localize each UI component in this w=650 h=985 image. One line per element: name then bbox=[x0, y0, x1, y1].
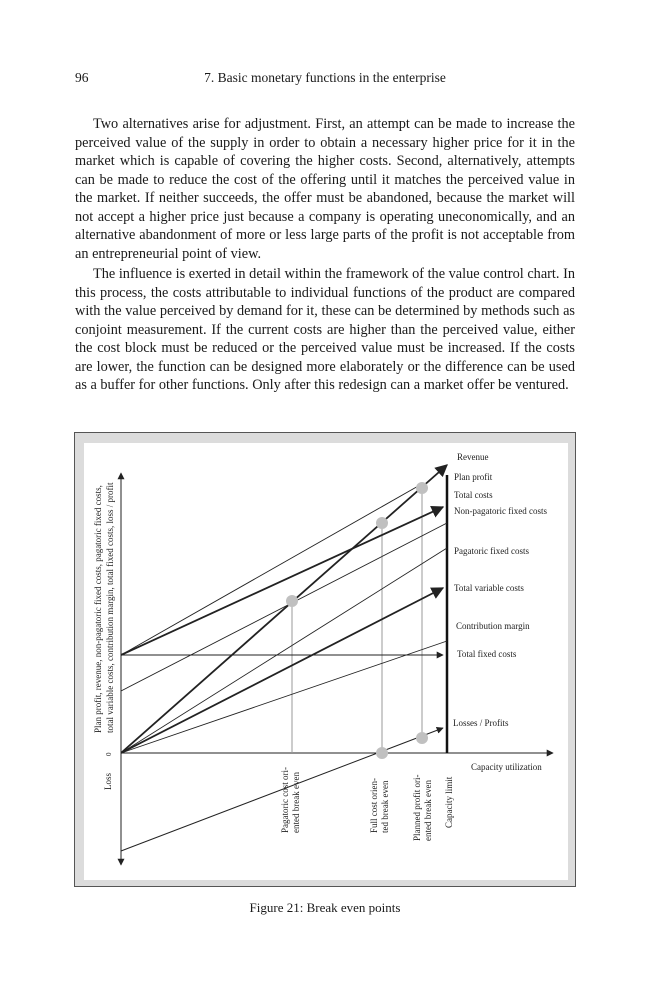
total-fixed-costs-label: Total fixed costs bbox=[457, 649, 517, 659]
y-axis-label-line1: Plan profit, revenue, non-pagatoric fixed costs, pagatoric fixed costs, bbox=[93, 485, 103, 733]
pagatoric-break-even-label-2: ented break even bbox=[291, 772, 301, 833]
running-title: 7. Basic monetary functions in the enterprise bbox=[204, 70, 446, 85]
contribution-margin-label: Contribution margin bbox=[456, 621, 530, 631]
y-axis-loss-label: Loss bbox=[103, 772, 113, 790]
planned-profit-axis-marker bbox=[416, 732, 428, 744]
y-axis-label-line2: total variable costs, contribution margin, total fixed costs, loss / profit bbox=[105, 482, 115, 733]
page-header bbox=[75, 70, 575, 90]
full-cost-break-even-axis-marker bbox=[376, 747, 388, 759]
capacity-limit-label: Capacity limit bbox=[444, 776, 454, 828]
non-pagatoric-fixed-costs-label: Non-pagatoric fixed costs bbox=[454, 506, 547, 516]
planned-profit-break-even-label-2: ented break even bbox=[423, 780, 433, 841]
x-axis-label: Capacity utilization bbox=[471, 762, 542, 772]
figure-caption: Figure 21: Break even points bbox=[249, 900, 401, 915]
pagatoric-break-even-marker bbox=[286, 595, 298, 607]
full-cost-break-even-label-1: Full cost orien- bbox=[369, 778, 379, 833]
plan-profit-label: Plan profit bbox=[454, 472, 493, 482]
break-even-diagram bbox=[75, 433, 577, 888]
full-cost-break-even-marker bbox=[376, 517, 388, 529]
page-number: 96 bbox=[75, 70, 89, 85]
figure-break-even-points bbox=[74, 432, 576, 887]
y-axis-zero-label: 0 bbox=[105, 752, 113, 756]
pagatoric-fixed-costs-label: Pagatoric fixed costs bbox=[454, 546, 529, 556]
pagatoric-break-even-label-1: Pagatoric cost ori- bbox=[280, 767, 290, 833]
planned-profit-break-even-marker bbox=[416, 482, 428, 494]
paragraph-value-control-chart: The influence is exerted in detail within the framework of the value control chart. In this process, the costs attributable to individual functions of the product are compared with the value perceived by demand for it, these can be determined by methods such as conjoint measurement. If the current costs are higher than the perceived value, either the cost block must be reduced or the perceived value must be increased. If the costs are lower, the function can be designed more elaborately or the difference can be used as a buffer for other functions. Only after this redesign can a market offer be ventured. bbox=[75, 266, 575, 393]
total-costs-label: Total costs bbox=[454, 490, 493, 500]
losses-profits-label: Losses / Profits bbox=[453, 718, 509, 728]
full-cost-break-even-label-2: ted break even bbox=[380, 780, 390, 833]
total-variable-costs-label: Total variable costs bbox=[454, 583, 524, 593]
planned-profit-break-even-label-1: Planned profit ori- bbox=[412, 774, 422, 841]
revenue-label: Revenue bbox=[457, 452, 489, 462]
paragraph-adjustment-alternatives: Two alternatives arise for adjustment. First, an attempt can be made to increase the perceived value of the supply in order to obtain a necessary higher price for it in the market which is capable of covering the higher costs. Second, alternatively, attempts can be made to reduce the cost of the offering until it matches the perceived value in the market. If neither succeeds, the offer must be abandoned, because the market will not accept a higher price just because a company is operating uneconomically, and an alternative abandonment of more or less large parts of the profit is not acceptable from an entrepreneurial point of view. bbox=[75, 116, 575, 262]
